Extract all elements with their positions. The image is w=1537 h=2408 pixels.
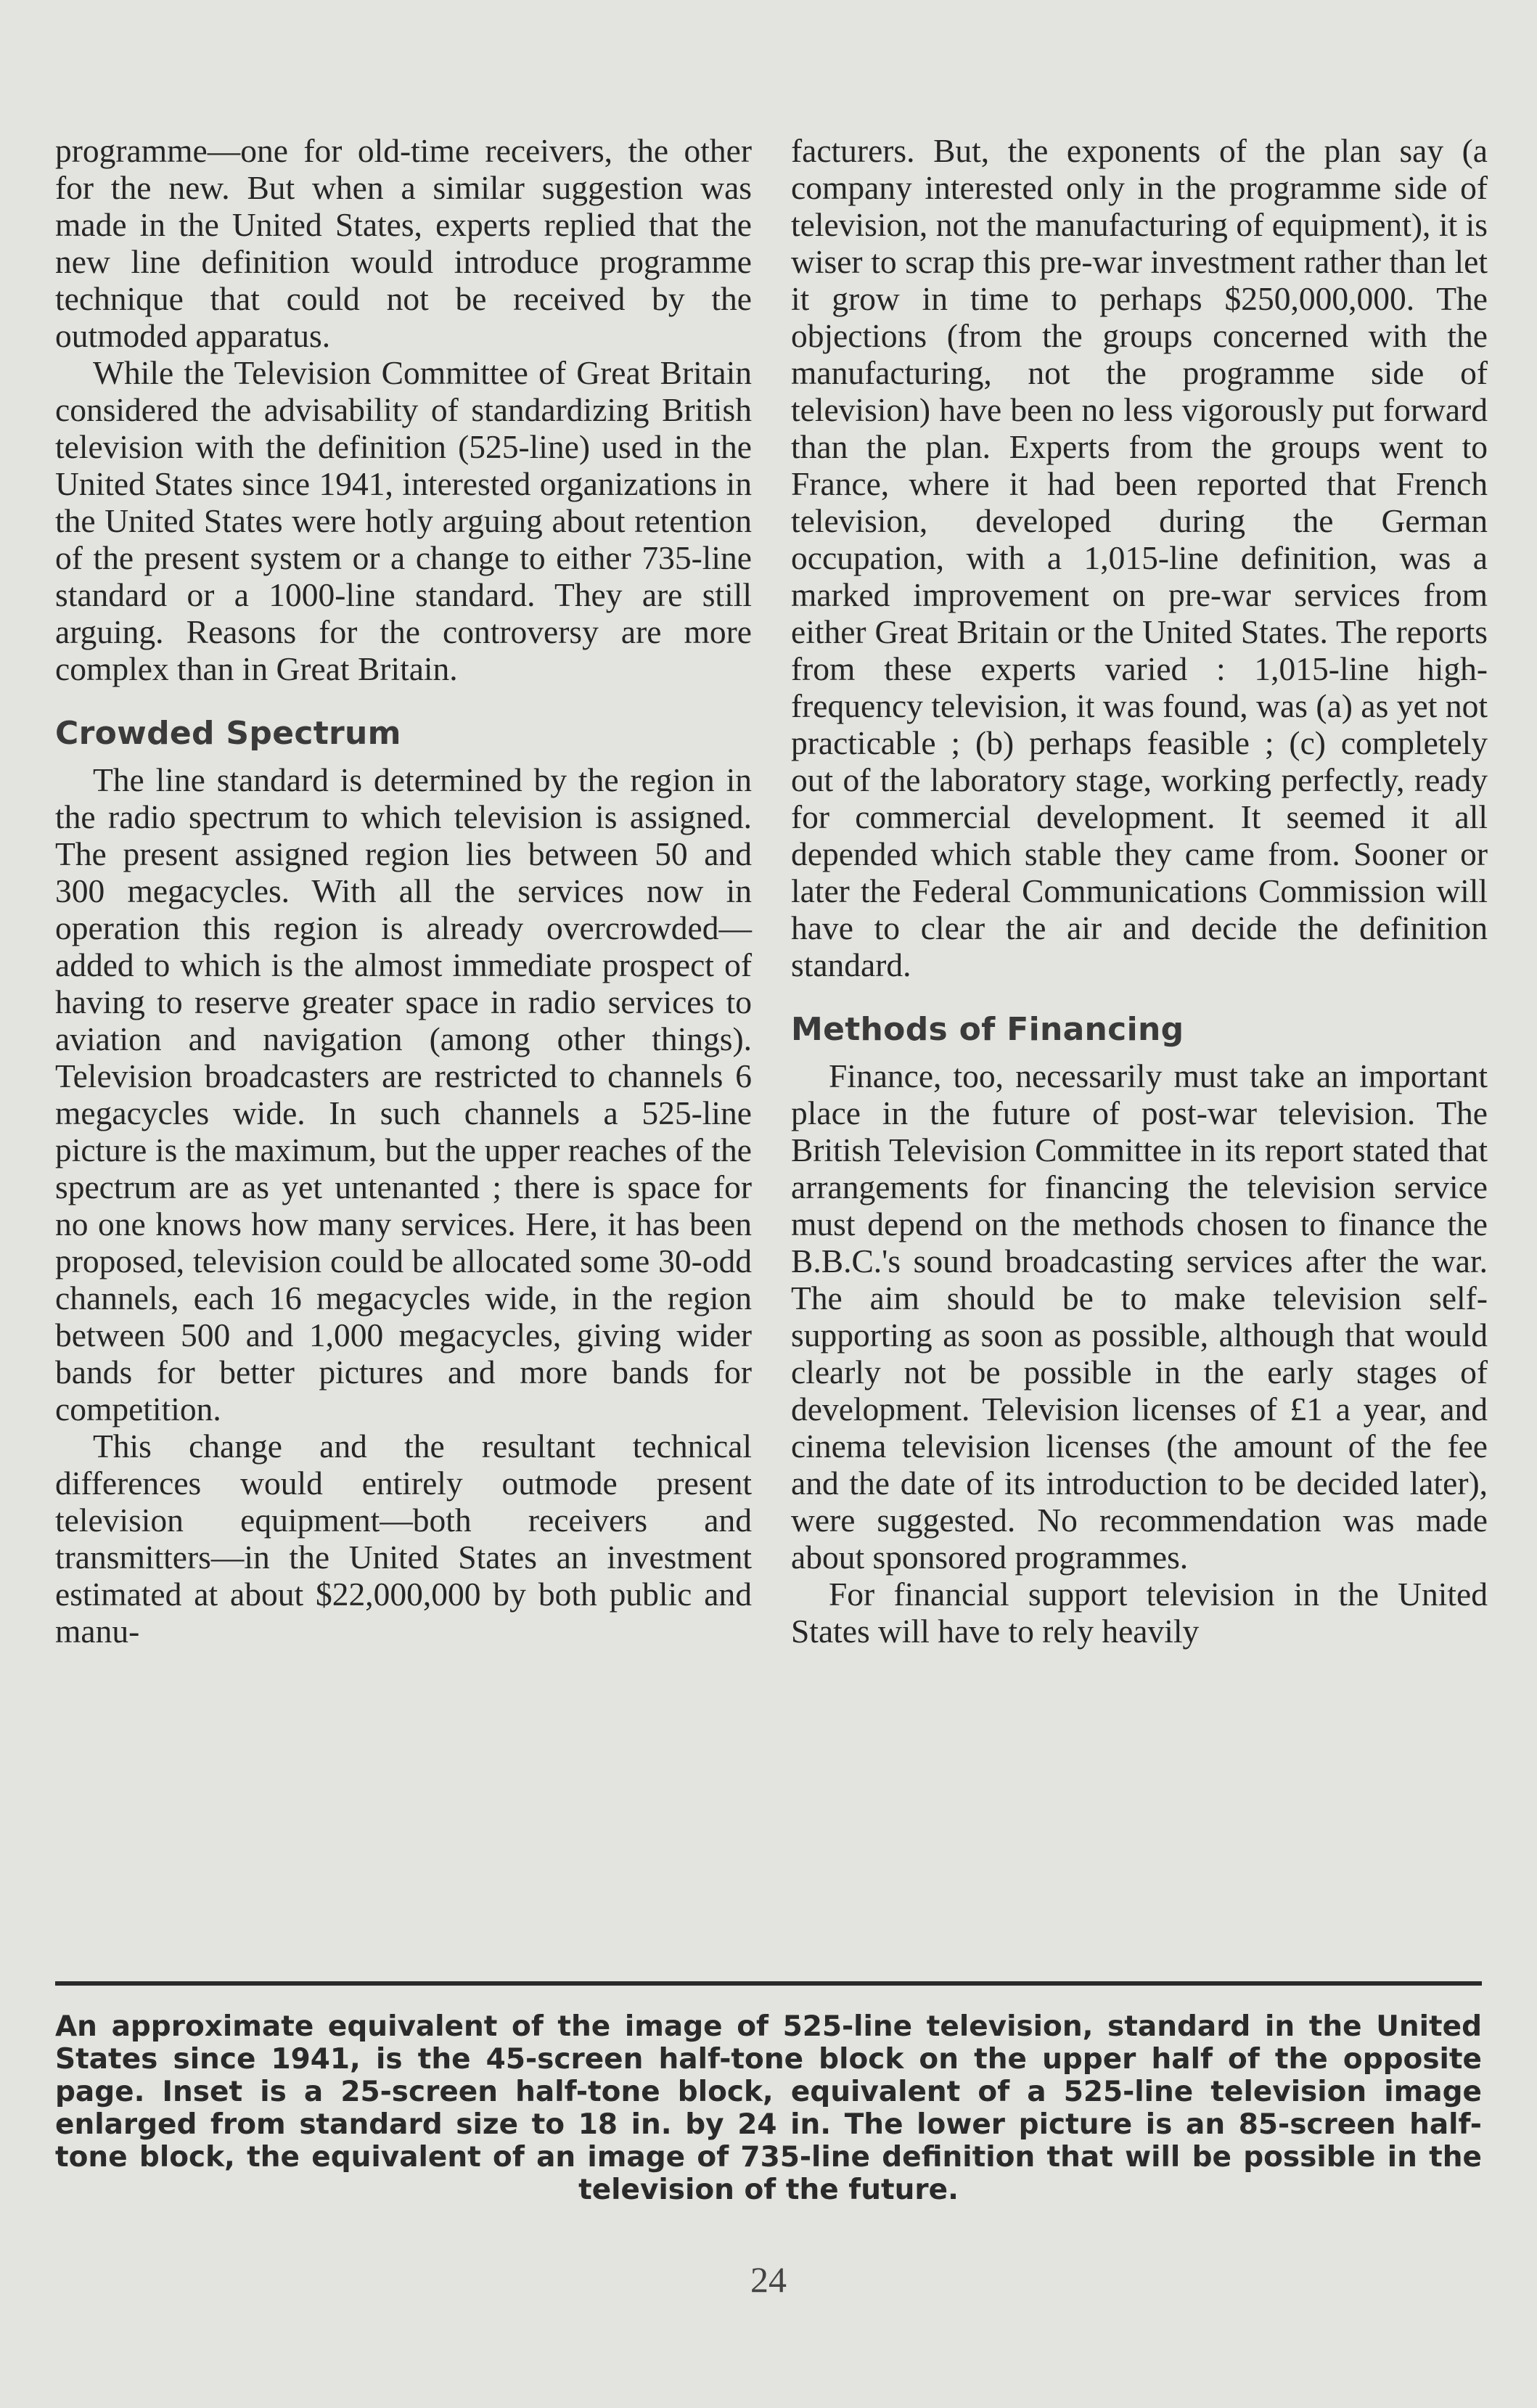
- section-heading-methods-of-financing: Methods of Financing: [791, 1011, 1184, 1048]
- right-paragraph-1: facturers. But, the exponents of the plan say (a company interested only in the programme side of television, not the manufacturing of equipment), it is wiser to scrap this pre-war investment rather than let it grow in time to perhaps $250,000,000. The objections (from the groups concerned with the manufacturing, not the programme side of television) have been no less vigorously put forward than the plan. Experts from the groups went to France, where it had been reported that French television, developed during the German occupation, with a 1,015-line definition, was a marked improvement on pre-war services from either Great Britain or the United States. The reports from these experts varied : 1,015-line high-frequency television, it was found, was (a) as yet not practicable ; (b) perhaps feasible ; (c) completely out of the laboratory stage, working perfectly, ready for commercial development. It seemed it all depended which stable they came from. Sooner or later the Federal Communications Commission will have to clear the air and decide the definition standard.: [791, 132, 1488, 983]
- figure-caption: An approximate equivalent of the image of 525-line television, standard in the United States since 1941, is the 45-screen half-tone block on the upper half of the opposite page. Inset is a 25-screen half-tone block, equivalent of a 525-line television image enlarged from standard size to 18 in. by 24 in. The lower picture is an 85-screen half-tone block, the equivalent of an image of 735-line definition that will be possible in the television of the future.: [55, 2010, 1482, 2206]
- left-paragraph-4: This change and the resultant technical differences would entirely outmode present television equipment—both receivers and transmitters—in the United States an investment estimated at about $22,000,000 by both public and manu-: [55, 1428, 752, 1650]
- left-paragraph-1: programme—one for old-time receivers, the other for the new. But when a similar suggestion was made in the United States, experts replied that the new line definition would introduce programme technique that could not be received by the outmoded apparatus.: [55, 132, 752, 354]
- caption-divider: [55, 1981, 1482, 1986]
- page-number: 24: [750, 2259, 787, 2300]
- left-paragraph-2: While the Television Committee of Great Britain considered the advisability of standardizing British television with the definition (525-line) used in the United States since 1941, interested organizations in the United States were hotly arguing about retention of the present system or a change to either 735-line standard or a 1000-line standard. They are still arguing. Reasons for the controversy are more complex than in Great Britain.: [55, 354, 752, 687]
- section-heading-crowded-spectrum: Crowded Spectrum: [55, 715, 401, 752]
- right-paragraph-2: Finance, too, necessarily must take an important place in the future of post-war television. The British Television Committee in its report stated that arrangements for financing the television service must depend on the methods chosen to finance the B.B.C.'s sound broadcasting services after the war. The aim should be to make television self-supporting as soon as possible, although that would clearly not be possible in the early stages of development. Television licenses of £1 a year, and cinema television licenses (the amount of the fee and the date of its introduction to be decided later), were suggested. No recommendation was made about sponsored programmes.: [791, 1057, 1488, 1576]
- left-column: [55, 132, 752, 1650]
- left-paragraph-3: The line standard is determined by the region in the radio spectrum to which television is assigned. The present assigned region lies between 50 and 300 megacycles. With all the services now in operation this region is already overcrowded—added to which is the almost immediate prospect of having to reserve greater space in radio services to aviation and navigation (among other things). Television broadcasters are restricted to channels 6 megacycles wide. In such channels a 525-line picture is the maximum, but the upper reaches of the spectrum are as yet untenanted ; there is space for no one knows how many services. Here, it has been proposed, television could be allocated some 30-odd channels, each 16 megacycles wide, in the region between 500 and 1,000 megacycles, giving wider bands for better pictures and more bands for competition.: [55, 761, 752, 1428]
- right-paragraph-3: For financial support television in the United States will have to rely heavily: [791, 1576, 1488, 1650]
- right-column: [791, 132, 1488, 1650]
